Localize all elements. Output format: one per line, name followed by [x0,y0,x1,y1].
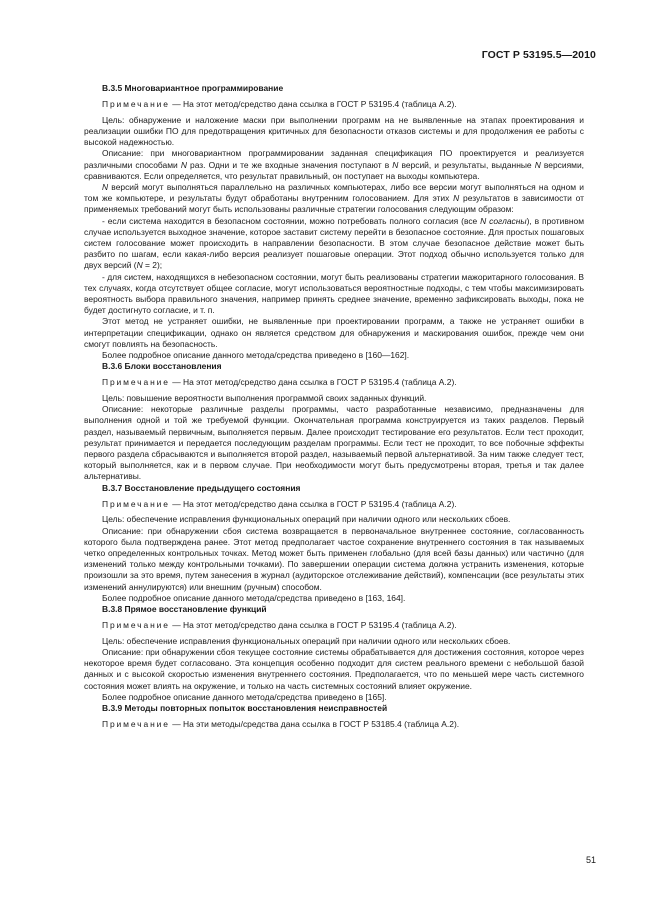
note-text: — На этот метод/средство дана ссылка в ГОСТ Р 53195.4 (таблица А.2). [169,98,457,109]
paragraph-purpose-b38: Цель: обеспечение исправления функциональных операций при наличии одного или нескольких сбоев. [102,635,511,646]
paragraph-purpose-b36: Цель: повышение вероятности выполнения программой своих заданных функций. [102,393,427,404]
note-b35 [84,99,584,110]
note-label: Примечание [102,619,170,630]
paragraph-description-b38: Описание: при обнаружении сбоя текущее состояние системы обрабатывается для достижения состояния, которое через некоторое время будет согласовано. Эта концепция особенно подходит для систем реального времени с небольшой базой данных и с высокой скоростью изменения внутреннего состояния. Предполагается, что по меньшей мере часть системного состояния может влиять на окружение, и только на часть системных состояний влияет окружение. [84,647,584,691]
standard-header: ГОСТ Р 53195.5—2010 [481,49,596,61]
section-heading-b39: В.3.9 Методы повторных попыток восстановления неисправностей [102,703,388,714]
note-text: — На этот метод/средство дана ссылка в ГОСТ Р 53195.4 (таблица А.2). [169,377,457,388]
paragraph-versions-b35: N версий могут выполняться параллельно на различных компьютерах, либо все версии могут выполняться на одном и том же компьютере, и результаты будут обработаны внутренним голосованием. Для этих N результатов в зависимости от применяемых требований могут быть использованы различные стратегии голосования следующим образом: [84,182,584,215]
paragraph-reference-b38: Более подробное описание данного метода/средства приведено в [165]. [102,691,387,702]
note-label: Примечание [102,718,170,729]
paragraph-reference-b35: Более подробное описание данного метода/средства приведено в [160—162]. [102,350,410,361]
note-text: — На эти методы/средства дана ссылка в ГОСТ Р 53185.4 (таблица А.2). [169,718,460,729]
note-b38 [84,620,584,631]
paragraph-description-b37: Описание: при обнаружении сбоя система возвращается в первоначальное внутреннее состояние, согласованность которого была подтверждена ранее. Этот метод предполагает частое сохранение внутреннего состояния в так называемых четко определенных контрольных точках. Метод может быть применен глобально (для всей базы данных) или частично (для изменений только между контрольными точками). По завершении операции система должна устранить изменения, которые произошли за это время, путем занесения в журнал (аудиторское отслеживание действий), компенсации (все результаты этих изменений аннулируются) или внешним (ручным) способом. [84,525,584,592]
note-b36 [84,377,584,388]
note-label: Примечание [102,498,170,509]
note-b37 [84,499,584,510]
note-text: — На этот метод/средство дана ссылка в ГОСТ Р 53195.4 (таблица А.2). [169,619,457,630]
section-heading-b37: В.3.7 Восстановление предыдущего состояния [102,482,301,493]
paragraph-safe-state-b35: - если система находится в безопасном состоянии, можно потребовать полного согласия (все N согласны), в противном случае используется выходное значение, которое заставит систему перейти в безопасное состояние. Для простых пошаговых систем голосование может происходить в направлении безопасности. В этом случае безопасное действие может быть разбито по шагам, если какая-либо версия реализует пошаговые операции. Этот подход обычно используется только для двух версий (N = 2); [84,215,584,271]
section-heading-b36: В.3.6 Блоки восстановления [102,361,222,372]
note-label: Примечание [102,377,170,388]
section-heading-b38: В.3.8 Прямое восстановление функций [102,604,267,615]
paragraph-description-b35: Описание: при многовариантном программировании заданная спецификация ПО проектируется и реализуется различными способами N раз. Одни и те же входные значения поступают в N версий, и результаты, выданные N версиями, сравниваются. Если определяется, что результат правильный, он поступает на выходы компьютера. [84,148,585,181]
note-b39 [84,719,584,730]
page-content [84,83,584,730]
paragraph-description-b36: Описание: некоторые различные разделы программы, часто разработанные независимо, предназначены для выполнения одной и той же требуемой функции. Окончательная программа конструируется из таких разделов. Первый раздел, называемый первичным, выполняется первым. Далее происходит тестирование его результатов. Если тест проходит, результат принимается и передается последующим разделам программы. Если тест не проходит, то все побочные эффекты первого раздела сбрасываются и выполняется второй раздел, называемый первой альтернативой. За ним также следует тест, который выполняется, как и в первом случае. При необходимости могут быть предусмотрены вторая, третья и так далее альтернативы. [84,404,584,482]
paragraph-purpose-b37: Цель: обеспечение исправления функциональных операций при наличии одного или нескольких сбоев. [102,514,511,525]
paragraph-purpose-b35: Цель: обнаружение и наложение маски при выполнении программ на не выявленные на этапах проектирования и реализации ошибки ПО для предотвращения критичных для безопасности отказов системы и для продолжения ее работы с высокой надежностью. [84,114,584,148]
note-label: Примечание [102,98,170,109]
page-number: 51 [585,855,596,865]
section-heading-b35: В.3.5 Многовариантное программирование [102,83,284,93]
paragraph-unsafe-state-b35: - для систем, находящихся в небезопасном состоянии, могут быть реализованы стратегии мажоритарного голосования. В тех случаях, когда отсутствует общее согласие, могут использоваться вероятностные подходы, с тем чтобы максимизировать вероятность выбора правильного значения, например принять среднее значение, временно зафиксировать выходы, пока не будет достигнуто согласие, и т. п. [84,271,584,316]
paragraph-reference-b37: Более подробное описание данного метода/средства приведено в [163, 164]. [102,592,406,603]
paragraph-limitation-b35: Этот метод не устраняет ошибки, не выявленные при проектировании программ, а также не устраняет ошибки в интерпретации спецификации, однако он является средством для обнаружения и маскирования ошибок, прежде чем они смогут повлиять на безопасность. [84,316,584,349]
note-text: — На этот метод/средство дана ссылка в ГОСТ Р 53195.4 (таблица А.2). [169,498,457,509]
